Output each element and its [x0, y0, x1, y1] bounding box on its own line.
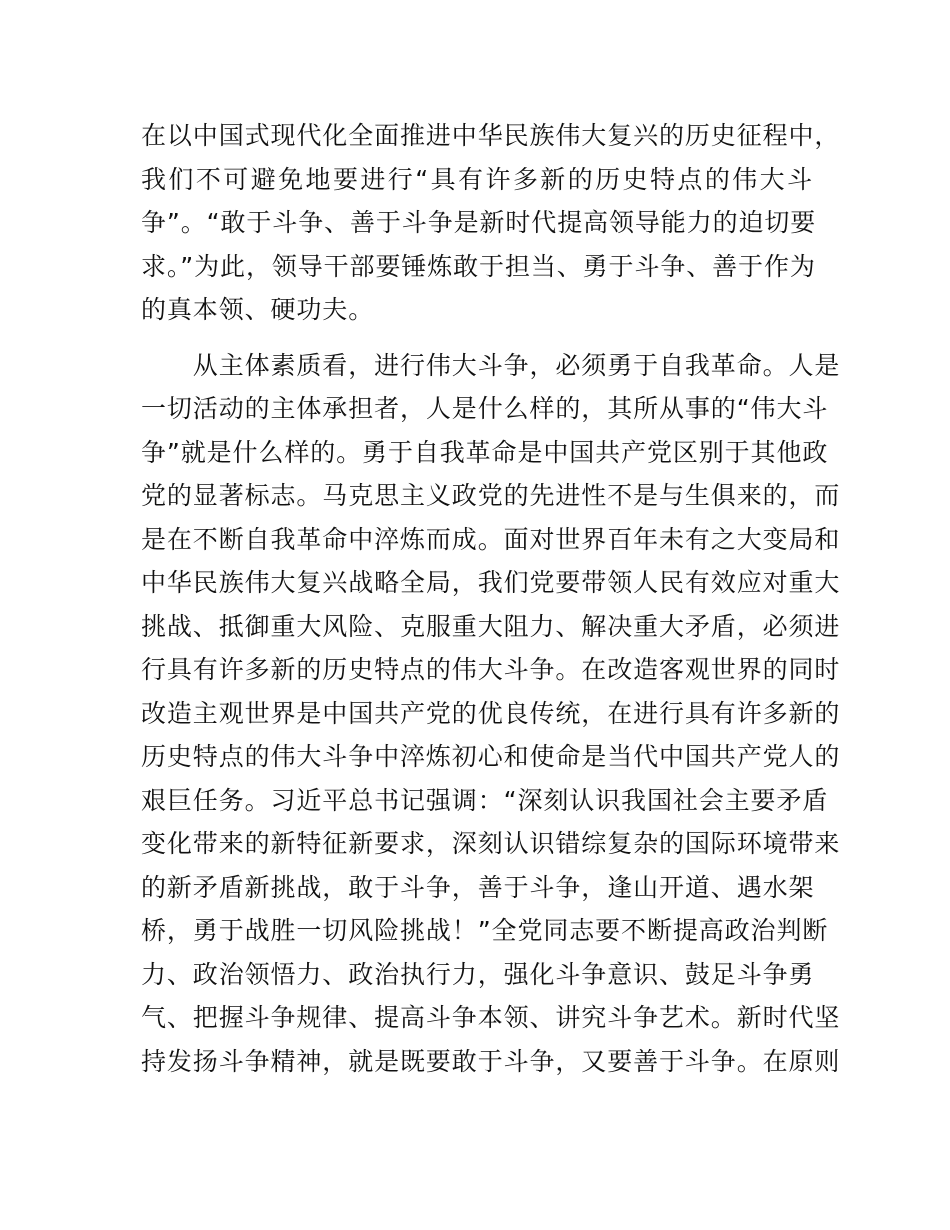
paragraph-spacer: [141, 332, 813, 344]
text-line: 求。”为此，领导干部要锤炼敢于担当、勇于斗争、善于作为: [141, 251, 816, 281]
text-line: 的新矛盾新挑战，敢于斗争，善于斗争，逢山开道、遇水架: [141, 872, 815, 902]
text-line: 争”就是什么样的。勇于自我革命是中国共产党区别于其他政: [141, 437, 829, 467]
text-line: 争”。“敢于斗争、善于斗争是新时代提高领导能力的迫切要: [141, 208, 817, 237]
text-line: 改造主观世界是中国共产党的优良传统，在进行具有许多新的: [141, 698, 841, 728]
text-line: 中华民族伟大复兴战略全局，我们党要带领人民有效应对重大: [141, 568, 841, 597]
text-line: 行具有许多新的历史特点的伟大斗争。在改造客观世界的同时: [141, 655, 841, 684]
text-line: 从主体素质看，进行伟大斗争，必须勇于自我革命。人是: [141, 350, 841, 380]
text-line: 党的显著标志。马克思主义政党的先进性不是与生俱来的，而: [141, 481, 841, 510]
text-line: 是在不断自我革命中淬炼而成。面对世界百年未有之大变局和: [141, 524, 841, 554]
text-line: 艰巨任务。习近平总书记强调：“深刻认识我国社会主要矛盾: [141, 785, 829, 815]
text-line: 历史特点的伟大斗争中淬炼初心和使命是当代中国共产党人的: [141, 742, 841, 771]
text-line: 挑战、抵御重大风险、克服重大阻力、解决重大矛盾，必须进: [141, 611, 841, 641]
text-line: 一切活动的主体承担者，人是什么样的，其所从事的“伟大斗: [141, 394, 829, 423]
text-line: 持发扬斗争精神，就是既要敢于斗争，又要善于斗争。在原则: [141, 1046, 841, 1076]
text-line: 的真本领、硬功夫。: [141, 295, 375, 324]
text-line: 在以中国式现代化全面推进中华民族伟大复兴的历史征程中，: [141, 121, 841, 150]
text-line: 变化带来的新特征新要求，深刻认识错综复杂的国际环境带来: [141, 829, 841, 858]
body-text: [141, 114, 841, 1083]
paragraph-1: [141, 114, 841, 332]
paragraph-2: [141, 344, 841, 1084]
text-line: 气、把握斗争规律、提高斗争本领、讲究斗争艺术。新时代坚: [141, 1003, 841, 1032]
text-line: 桥，勇于战胜一切风险挑战！”全党同志要不断提高政治判断: [141, 916, 829, 945]
text-line: 我们不可避免地要进行“具有许多新的历史特点的伟大斗: [141, 164, 813, 194]
text-line: 力、政治领悟力、政治执行力，强化斗争意识、鼓足斗争勇: [141, 959, 815, 989]
